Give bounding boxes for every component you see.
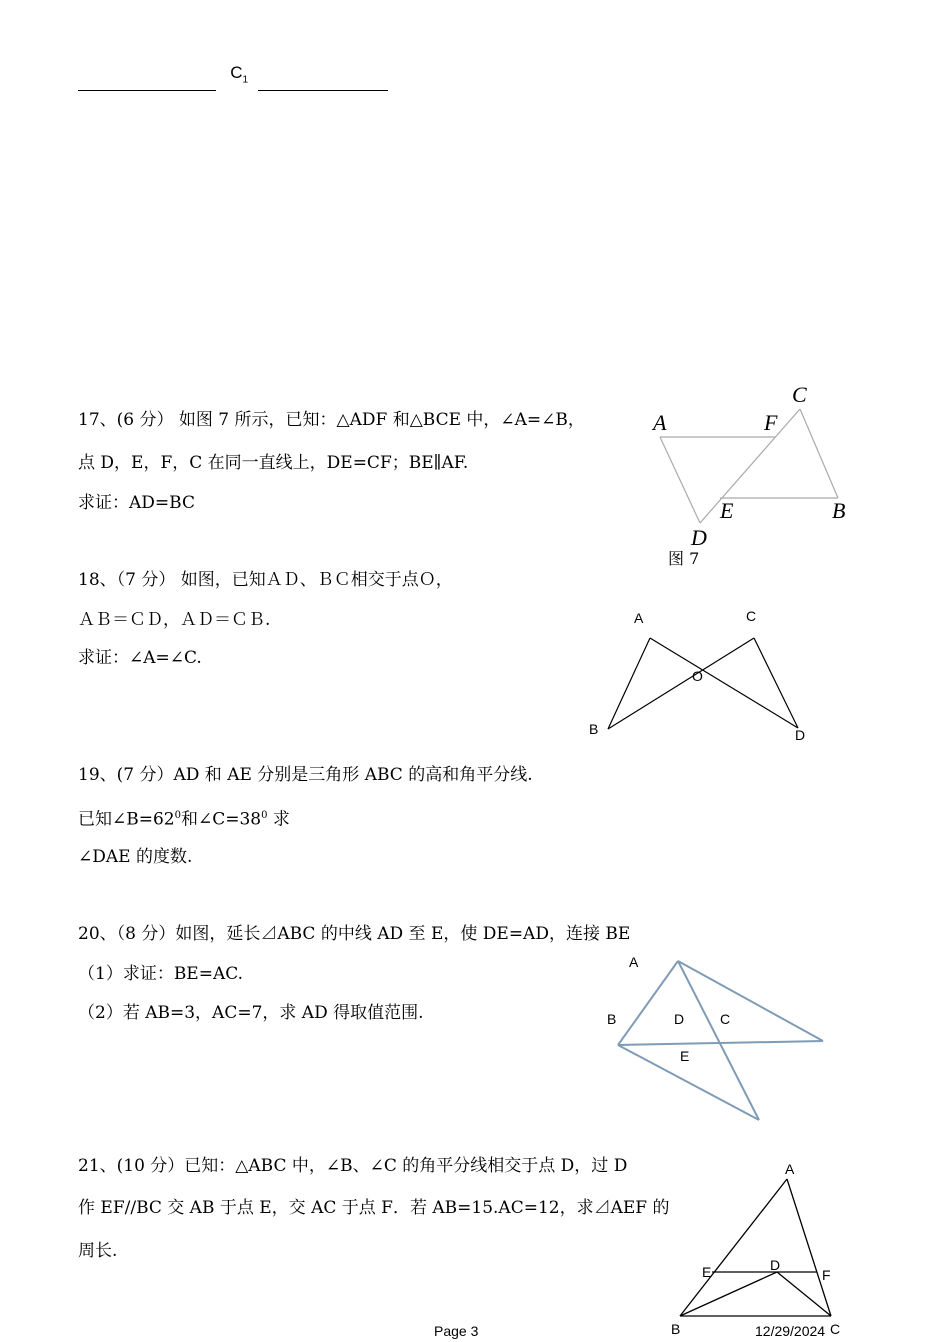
q17-caption: 图 7 — [668, 549, 700, 568]
q18-label-D: D — [795, 727, 806, 743]
q20-seg-AC — [678, 961, 823, 1041]
q20-line1: 20、（8 分）如图，延长⊿ABC 的中线 AD 至 E，使 DE=AD，连接 BE — [78, 924, 631, 944]
blank-underline — [78, 76, 216, 91]
q21-label-B: B — [671, 1321, 681, 1337]
q18-label-C: C — [746, 608, 757, 624]
q17-label-A: A — [653, 410, 667, 435]
q21-label-C: C — [830, 1321, 841, 1337]
q21-line1: 21、(10 分）已知：△ABC 中，∠B、∠C 的角平分线相交于点 D，过 D — [78, 1156, 628, 1176]
q19-line1: 19、(7 分）AD 和 AE 分别是三角形 ABC 的高和角平分线. — [78, 765, 533, 785]
q20-label-E: E — [680, 1048, 690, 1064]
q18-line3: 求证：∠A=∠C. — [78, 648, 202, 668]
q18-label-A: A — [634, 610, 644, 626]
q18-label-B: B — [589, 721, 599, 737]
q17-label-C: C — [792, 382, 807, 407]
q20-line2: （1）求证：BE=AC. — [78, 964, 244, 984]
page-number: Page 3 — [434, 1323, 479, 1339]
q17-seg-DC — [700, 409, 800, 523]
top-c1-label: $C_1$ — [230, 63, 249, 86]
q17-line2: 点 D，E，F，C 在同一直线上，DE=CF；BE∥AF. — [78, 453, 469, 473]
q18-seg-CB — [608, 638, 754, 729]
q21-seg-BD — [680, 1272, 777, 1316]
q18-label-O: O — [692, 668, 703, 684]
q20-line3: （2）若 AB=3，AC=7，求 AD 得取值范围. — [78, 1003, 424, 1023]
q20-seg-AB — [618, 961, 678, 1045]
q17-label-E: E — [720, 498, 734, 523]
q20-seg-AE — [678, 961, 759, 1120]
q21-label-F: F — [822, 1267, 831, 1283]
q20-label-A: A — [629, 954, 639, 970]
q20-label-D: D — [674, 1011, 685, 1027]
q20-label-C: C — [720, 1011, 731, 1027]
q21-figure — [670, 1170, 840, 1322]
q17-line1: 17、(6 分） 如图 7 所示，已知：△ADF 和△BCE 中，∠A=∠B， — [78, 410, 585, 430]
q17-line3: 求证：AD=BC — [78, 493, 195, 513]
q21-seg-AC — [787, 1179, 831, 1316]
top-answer-line — [78, 62, 388, 91]
footer-date: 12/29/2024 — [755, 1323, 826, 1339]
q20-label-B: B — [607, 1011, 617, 1027]
q21-line2: 作 EF//BC 交 AB 于点 E，交 AC 于点 F．若 AB=15.AC=12，求⊿AEF 的 — [78, 1198, 670, 1218]
q21-label-A: A — [785, 1161, 795, 1177]
q21-label-D: D — [770, 1257, 781, 1273]
q17-label-F: F — [764, 410, 778, 435]
blank-underline — [258, 76, 388, 91]
q19-line2: 已知$\angle B=62^0$和$\angle C=38^0$ 求 — [78, 809, 290, 830]
q17-seg-CB — [800, 409, 838, 498]
q17-figure — [640, 380, 860, 570]
q18-line2: ＡＢ＝ＣＤ，ＡＤ＝ＣＢ. — [78, 610, 271, 630]
q17-seg-AD — [660, 437, 700, 523]
q17-label-D: D — [691, 525, 707, 550]
q21-line3: 周长. — [78, 1241, 118, 1261]
q18-figure — [600, 630, 810, 740]
q20-figure — [610, 955, 830, 1125]
q17-label-B: B — [832, 498, 846, 523]
q21-label-E: E — [702, 1264, 712, 1280]
q21-seg-AB — [680, 1179, 787, 1316]
q19-line3: ∠DAE 的度数. — [78, 847, 193, 867]
q18-line1: 18、（7 分） 如图，已知ＡＤ、ＢＣ相交于点Ｏ， — [78, 570, 453, 590]
